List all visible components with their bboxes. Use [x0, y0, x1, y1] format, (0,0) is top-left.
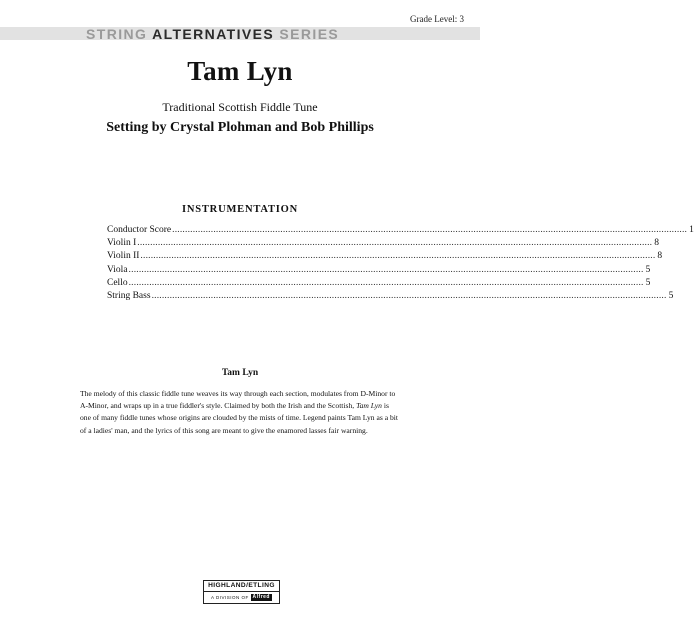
description-heading: Tam Lyn [221, 368, 259, 378]
leader-dots: ........................................................................................................................................................................................................ [151, 291, 667, 302]
instrumentation-row [107, 237, 659, 250]
leader-dots: ........................................................................................................................................................................................................ [137, 238, 653, 249]
instrumentation-heading: INSTRUMENTATION [181, 204, 299, 215]
publisher-name: HIGHLAND/ETLING [204, 581, 279, 592]
instrument-name: Conductor Score [107, 225, 172, 235]
instrumentation-row [107, 250, 663, 263]
leader-dots: ........................................................................................................................................................................................................ [128, 264, 644, 275]
instrument-name: Cello [107, 277, 128, 288]
publisher-division [204, 592, 279, 603]
series-word-alternatives: ALTERNATIVES [152, 26, 275, 42]
piece-subtitle: Traditional Scottish Fiddle Tune [162, 100, 318, 114]
instrument-name: Violin II [107, 251, 140, 262]
instrumentation-row [107, 290, 674, 303]
leader-dots: ........................................................................................................................................................................................................ [172, 225, 688, 235]
instrument-count: 8 [654, 238, 659, 249]
instrument-count: 5 [645, 264, 651, 275]
instrument-name: Violin I [107, 238, 137, 249]
alfred-logo: Alfred [252, 594, 270, 601]
instrumentation-row [107, 277, 651, 290]
instrumentation-list [107, 224, 694, 303]
instrument-count: 5 [645, 277, 651, 288]
description-text: is one of many fiddle tunes whose origins are clouded by the mists of time. Legend paints Tam Lyn as a bit of a ladies' man, and the lyrics of this song are meant to give the enamored lasses fair warning. [80, 401, 398, 435]
instrument-name: String Bass [107, 291, 151, 302]
leader-dots: ........................................................................................................................................................................................................ [128, 277, 644, 288]
instrument-count: 8 [657, 251, 663, 262]
leader-dots: ........................................................................................................................................................................................................ [140, 251, 656, 262]
piece-title: Tam Lyn [187, 56, 293, 86]
grade-level: Grade Level: 3 [410, 14, 464, 24]
instrument-count: 1 [689, 225, 694, 235]
instrumentation-row [107, 264, 651, 277]
division-label: A DIVISION OF [211, 595, 249, 600]
description-italic-title: Tam Lyn [356, 401, 382, 411]
description-text: The melody of this classic fiddle tune weaves its way through each section, modulates from D-Minor to A-Minor, and wraps up in a true fiddler's style. Claimed by both the Irish and the Scottish, [80, 389, 396, 411]
publisher-logo [203, 580, 280, 604]
description-paragraph [80, 388, 400, 437]
arranger-credit: Setting by Crystal Plohman and Bob Phillips [106, 120, 374, 135]
instrumentation-row [107, 224, 694, 237]
instrument-name: Viola [107, 264, 128, 275]
series-title [86, 26, 339, 42]
instrument-count: 5 [668, 291, 674, 302]
series-word-string: STRING [86, 26, 153, 42]
series-word-series: SERIES [274, 26, 340, 42]
